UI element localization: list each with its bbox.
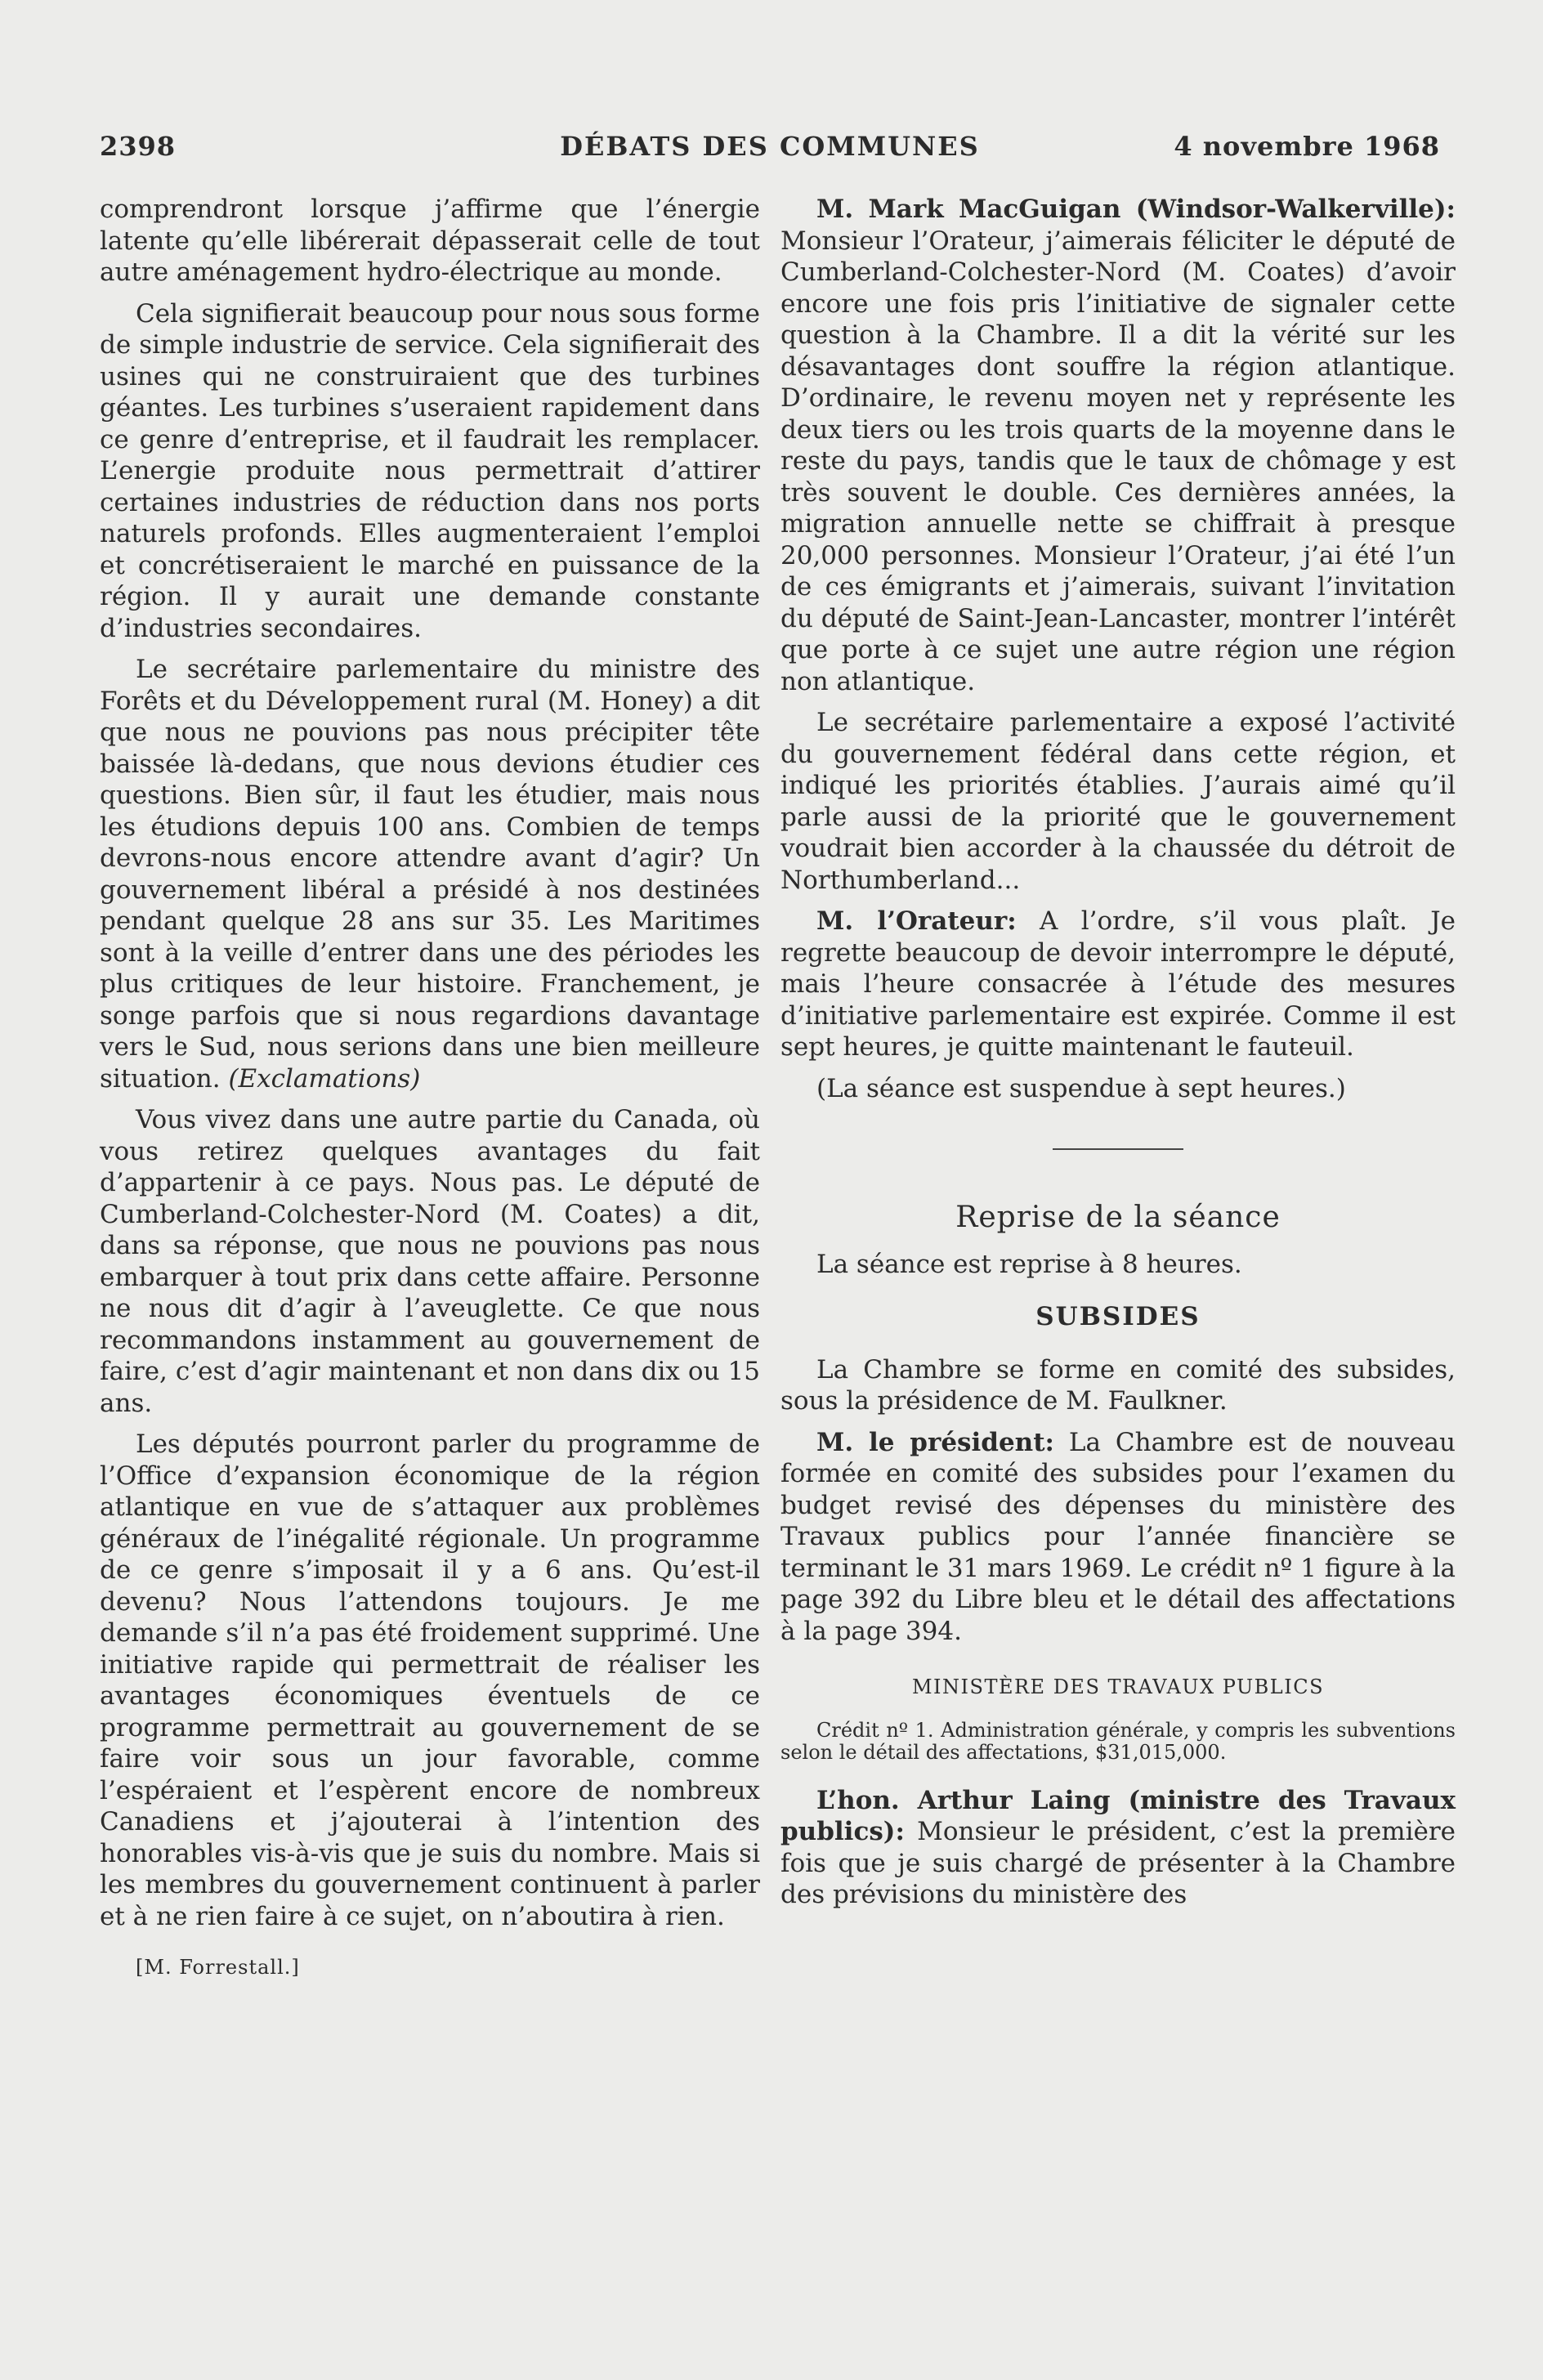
speech-president [780,1427,1456,1648]
speech-laing [780,1785,1456,1911]
paragraph: La Chambre se forme en comité des subsides, sous la présidence de M. Faulkner. [780,1354,1456,1416]
paragraph: Cela signifierait beaucoup pour nous sous forme de simple industrie de service. Cela signifierait des usines qui ne construiraient que des turbines géantes. Les turbines s’useraient rapidement dans ce genre d’entreprise, et il faudrait les remplacer. L’energie produite nous permettrait d’attirer certaines industries de réduction dans nos ports naturels profonds. Elles augmenteraient l’emploi et concrétiseraient le marché en puissance de la région. Il y aurait une demande constante d’industries secondaires. [100,298,760,643]
reprise-text: La séance est reprise à 8 heures. [816,1249,1242,1279]
speaker-name: M. Mark MacGuigan (Windsor-Walkerville): [816,195,1456,224]
left-column [100,194,760,1984]
suspension-note: (La séance est suspendue à sept heures.) [816,1073,1346,1103]
speaker-name: M. l’Orateur: [816,906,1017,936]
right-column [780,194,1456,1921]
paragraph [100,654,760,1094]
speech-macguigan [780,194,1456,697]
paragraph: comprendront lorsque j’affirme que l’énergie latente qu’elle libérerait dépasserait celle de tout autre aménagement hydro-électrique au monde. [100,195,760,287]
speech-text: A l’ordre, s’il vous plaît. Je regrette beaucoup de devoir interrompre le député, mais l’heure consacrée à l’étude des mesures d’initiative parlementaire est expirée. Comme il est sept heures, je quitte maintenant le fauteuil. [780,906,1456,1062]
section-divider [1053,1148,1183,1150]
subsides-heading: SUBSIDES [1035,1302,1201,1331]
speech-orateur [780,906,1456,1063]
speaker-name: L’hon. Arthur Laing (ministre des Travaux publics): [780,1785,1456,1846]
publication-title: DÉBATS DES COMMUNES [560,131,980,162]
reprise-heading: Reprise de la séance [955,1201,1281,1234]
header-date: 4 novembre 1968 [1174,131,1440,162]
paragraph: Le secrétaire parlementaire a exposé l’activité du gouvernement fédéral dans cette région, et indiqué les priorités établies. J’aurais aimé qu’il parle aussi de la priorité que le gouvernement voudrait bien accorder à la chaussée du détroit de Northumberland... [780,708,1456,895]
paragraph: Les députés pourront parler du programme de l’Office d’expansion économique de la région atlantique en vue de s’attaquer aux problèmes généraux de l’inégalité régionale. Un programme de ce genre s’imposait il y a 6 ans. Qu’est-il devenu? Nous l’attendons toujours. Je me demande s’il n’a pas été froidement supprimé. Une initiative rapide qui permettrait de réaliser les avantages économiques éventuels de ce programme permettrait au gouvernement de se faire voir sous un jour favorable, comme l’espéraient et l’espèrent encore de nombreux Canadiens et j’ajouterai à l’intention des honorables vis-à-vis que je suis du nombre. Mais si les membres du gouvernement continuent à parler et à ne rien faire à ce sujet, on n’aboutira à rien. [100,1429,760,1931]
speech-text: Monsieur l’Orateur, j’aimerais féliciter le député de Cumberland-Colchester-Nord (M. Coates) d’avoir encore une fois pris l’initiative de signaler cette question à la Chambre. Il a dit la vérité sur les désavantages dont souffre la région atlantique. D’ordinaire, le revenu moyen net y représente les deux tiers ou les trois quarts de la moyenne dans le reste du pays, tandis que le taux de chômage y est très souvent le double. Ces dernières années, la migration annuelle nette se chiffrait à presque 20,000 personnes. Monsieur l’Orateur, j’ai été l’un de ces émigrants et j’aimerais, suivant l’invitation du député de Saint-Jean-Lancaster, montrer l’intérêt que porte à ce sujet une autre région une région non atlantique. [780,226,1456,696]
ministry-heading: MINISTÈRE DES TRAVAUX PUBLICS [911,1675,1325,1698]
speaker-signature: [M. Forrestall.] [136,1956,300,1979]
paragraph: Vous vivez dans une autre partie du Canada, où vous retirez quelques avantages du fait d’appartenir à ce pays. Nous pas. Le député de Cumberland-Colchester-Nord (M. Coates) a dit, dans sa réponse, que nous ne pouvions pas nous embarquer à tout prix dans cette affaire. Personne ne nous dit d’agir à l’aveuglette. Ce que nous recommandons instamment au gouvernement de faire, c’est d’agir maintenant et non dans dix ou 15 ans. [100,1105,760,1418]
speech-text: Monsieur le président, c’est la première fois que je suis chargé de présenter à la Chambre des prévisions du ministère des [780,1817,1456,1909]
paragraph-text: Le secrétaire parlementaire du ministre des Forêts et du Développement rural (M. Honey) a dit que nous ne pouvions pas nous précipiter tête baissée là-dedans, que nous devions étudier ces questions. Bien sûr, il faut les étudier, mais nous les étudions depuis 100 ans. Combien de temps devrons-nous encore attendre avant d’agir? Un gouvernement libéral a présidé à nos destinées pendant quelque 28 ans sur 35. Les Maritimes sont à la veille d’entrer dans une des périodes les plus critiques de leur histoire. Franchement, je songe parfois que si nous regardions davantage vers le Sud, nous serions dans une bien meilleure situation. [100,655,760,1094]
credit-item: Crédit nº 1. Administration générale, y compris les subventions selon le détail des affectations, $31,015,000. [780,1718,1456,1764]
exclamations-note: (Exclamations) [228,1063,421,1094]
page-header [100,123,1440,172]
speech-text: La Chambre est de nouveau formée en comité des subsides pour l’examen du budget revisé des dépenses du ministère des Travaux publics pour l’année financière se terminant le 31 mars 1969. Le crédit nº 1 figure à la page 392 du Libre bleu et le détail des affectations à la page 394. [780,1427,1456,1646]
page-number: 2398 [100,131,177,162]
speaker-name: M. le président: [816,1427,1054,1457]
